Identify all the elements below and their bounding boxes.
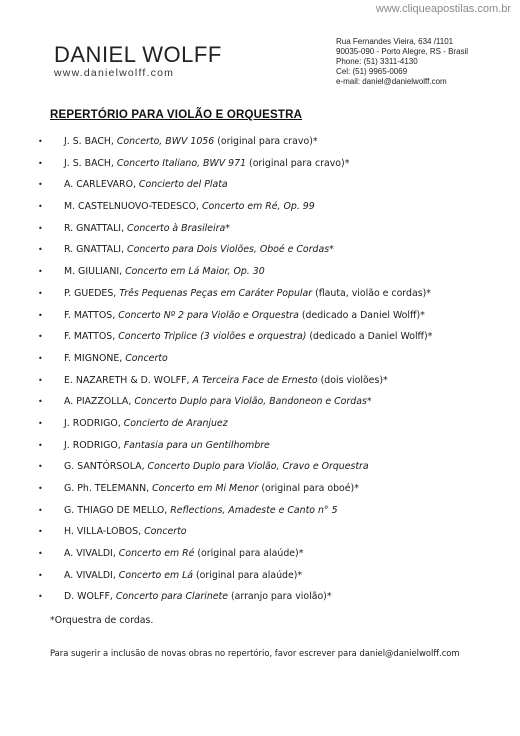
work-title: Concerto à Brasileira bbox=[127, 222, 226, 234]
work-title: Concerto em Lá Maior, Op. 30 bbox=[125, 266, 265, 278]
repertoire-entry: R. GNATTALI, Concerto para Dois Violões, Oboé e Cordas* bbox=[64, 244, 334, 256]
contact-address: Rua Fernandes Vieira, 634 /1101 bbox=[336, 37, 454, 46]
composer-name: J. RODRIGO bbox=[64, 417, 118, 429]
composer-name: G. THIAGO DE MELLO bbox=[64, 504, 165, 516]
bullet-icon: • bbox=[38, 570, 43, 580]
work-title: Concierto del Plata bbox=[138, 179, 228, 191]
composer-name: F. MATTOS bbox=[64, 331, 113, 343]
composer-name: H. VILLA-LOBOS bbox=[64, 526, 139, 538]
repertoire-entry: J. S. BACH, Concerto, BWV 1056 (original para cravo)* bbox=[64, 136, 318, 147]
bullet-icon: • bbox=[38, 158, 43, 168]
composer-name: G. SANTÓRSOLA bbox=[64, 461, 142, 473]
composer-name: E. NAZARETH & D. WOLFF bbox=[64, 374, 187, 386]
composer-name: A. VIVALDI bbox=[64, 569, 113, 581]
work-title: Concerto Duplo para Violão, Cravo e Orquestra bbox=[147, 461, 369, 473]
composer-name: J. S. BACH bbox=[64, 136, 111, 147]
work-note: (original para alaúde)* bbox=[193, 569, 303, 581]
composer-name: P. GUEDES bbox=[64, 287, 114, 299]
composer-name: D. WOLFF bbox=[64, 591, 110, 603]
page-title: REPERTÓRIO PARA VIOLÃO E ORQUESTRA bbox=[50, 109, 303, 121]
bullet-icon: • bbox=[38, 527, 43, 537]
work-note: * bbox=[225, 222, 230, 234]
bullet-icon: • bbox=[38, 310, 43, 320]
work-note: (arranjo para violão)* bbox=[228, 591, 332, 603]
repertoire-entry: M. GIULIANI, Concerto em Lá Maior, Op. 30 bbox=[64, 266, 265, 278]
suggestion-text: Para sugerir a inclusão de novas obras no repertório, favor escrever para daniel@danielwolff.com bbox=[50, 648, 460, 658]
work-title: Concerto bbox=[125, 352, 168, 364]
work-title: Três Pequenas Peças em Caráter Popular bbox=[119, 287, 313, 299]
work-title: Fantasia para un Gentilhombre bbox=[123, 439, 270, 451]
repertoire-entry: A. VIVALDI, Concerto em Lá (original para alaúde)* bbox=[64, 569, 303, 581]
contact-email: e-mail: daniel@danielwolff.com bbox=[336, 77, 447, 86]
work-title: Concerto Triplice (3 violões e orquestra) bbox=[118, 331, 307, 343]
composer-name: M. CASTELNUOVO-TEDESCO bbox=[64, 201, 196, 213]
repertoire-entry: H. VILLA-LOBOS, Concerto bbox=[64, 526, 187, 538]
repertoire-entry: R. GNATTALI, Concerto à Brasileira* bbox=[64, 222, 230, 234]
composer-name: M. GIULIANI bbox=[64, 266, 120, 278]
composer-name: J. RODRIGO bbox=[64, 439, 118, 451]
repertoire-entry: G. SANTÓRSOLA, Concerto Duplo para Violão, Cravo e Orquestra bbox=[64, 461, 369, 473]
repertoire-entry: D. WOLFF, Concerto para Clarinete (arranjo para violão)* bbox=[64, 591, 332, 603]
contact-phone: Phone: (51) 3311-4130 bbox=[336, 57, 418, 66]
work-title: Reflections, Amadeste e Canto n° 5 bbox=[170, 504, 338, 516]
composer-name: A. CARLEVARO bbox=[64, 179, 133, 191]
bullet-icon: • bbox=[38, 137, 43, 146]
work-note: (dedicado a Daniel Wolff)* bbox=[306, 331, 433, 343]
bullet-icon: • bbox=[38, 202, 43, 212]
bullet-icon: • bbox=[38, 245, 43, 255]
composer-name: F. MIGNONE bbox=[64, 352, 120, 364]
watermark-text: www.cliqueapostilas.com.br bbox=[375, 3, 511, 15]
work-title: A Terceira Face de Ernesto bbox=[192, 374, 318, 386]
work-note: (flauta, violão e cordas)* bbox=[312, 287, 431, 299]
repertoire-entry: A. CARLEVARO, Concierto del Plata bbox=[64, 179, 228, 191]
bullet-icon: • bbox=[38, 353, 43, 363]
repertoire-entry: P. GUEDES, Três Pequenas Peças em Caráter Popular (flauta, violão e cordas)* bbox=[64, 287, 431, 299]
composer-name: A. PIAZZOLLA bbox=[64, 396, 129, 408]
work-title: Concerto em Ré bbox=[118, 548, 195, 560]
work-note: (dedicado a Daniel Wolff)* bbox=[298, 309, 425, 321]
repertoire-entry: G. Ph. TELEMANN, Concerto em Mi Menor (original para oboé)* bbox=[64, 483, 359, 494]
bullet-icon: • bbox=[38, 223, 43, 233]
work-title: Concerto bbox=[144, 526, 187, 538]
composer-name: G. Ph. TELEMANN bbox=[64, 483, 147, 494]
bullet-icon: • bbox=[38, 418, 43, 428]
work-title: Concerto Nº 2 para Violão e Orquestra bbox=[118, 309, 299, 321]
logo-name: DANIEL WOLFF bbox=[54, 42, 222, 67]
bullet-icon: • bbox=[38, 397, 43, 407]
footnote: *Orquestra de cordas. bbox=[50, 615, 154, 626]
bullet-icon: • bbox=[38, 484, 43, 493]
repertoire-entry: M. CASTELNUOVO-TEDESCO, Concerto em Ré, Op. 99 bbox=[64, 201, 315, 213]
work-note: (original para cravo)* bbox=[246, 157, 350, 169]
bullet-icon: • bbox=[38, 440, 43, 450]
repertoire-entry: J. RODRIGO, Fantasia para un Gentilhombre bbox=[64, 439, 270, 451]
repertoire-entry: J. RODRIGO, Concierto de Aranjuez bbox=[64, 417, 228, 429]
work-note: * bbox=[366, 396, 372, 408]
work-title: Concerto Italiano, BWV 971 bbox=[116, 157, 247, 169]
bullet-icon: • bbox=[38, 592, 43, 602]
work-title: Concerto, BWV 1056 bbox=[116, 136, 215, 147]
bullet-icon: • bbox=[38, 267, 43, 277]
bullet-icon: • bbox=[38, 180, 43, 190]
repertoire-entry: F. MATTOS, Concerto Nº 2 para Violão e Orquestra (dedicado a Daniel Wolff)* bbox=[64, 309, 425, 321]
composer-name: F. MATTOS bbox=[64, 309, 113, 321]
work-title: Concierto de Aranjuez bbox=[123, 417, 228, 429]
contact-city: 90035-090 - Porto Alegre, RS - Brasil bbox=[336, 47, 469, 56]
repertoire-entry: A. PIAZZOLLA, Concerto Duplo para Violão, Bandoneon e Cordas* bbox=[64, 396, 372, 408]
work-note: (dois violões)* bbox=[317, 374, 388, 386]
composer-name: R. GNATTALI bbox=[64, 222, 122, 234]
contact-block bbox=[336, 37, 468, 87]
logo bbox=[54, 44, 222, 80]
composer-name: J. S. BACH bbox=[64, 157, 111, 169]
repertoire-entry: E. NAZARETH & D. WOLFF, A Terceira Face de Ernesto (dois violões)* bbox=[64, 374, 388, 386]
work-note: (original para oboé)* bbox=[258, 483, 359, 494]
bullet-icon: • bbox=[38, 332, 43, 342]
work-title: Concerto em Ré, Op. 99 bbox=[201, 201, 315, 213]
repertoire-entry: G. THIAGO DE MELLO, Reflections, Amadeste e Canto n° 5 bbox=[64, 504, 338, 516]
composer-name: A. VIVALDI bbox=[64, 548, 113, 560]
bullet-icon: • bbox=[38, 462, 43, 472]
work-note: * bbox=[329, 244, 334, 256]
work-title: Concerto para Dois Violões, Oboé e Cordas bbox=[127, 244, 330, 256]
work-title: Concerto em Lá bbox=[118, 569, 194, 581]
bullet-icon: • bbox=[38, 549, 43, 559]
contact-cel: Cel: (51) 9965-0069 bbox=[336, 67, 408, 76]
composer-name: R. GNATTALI bbox=[64, 244, 122, 256]
work-note: (original para cravo)* bbox=[214, 136, 318, 147]
work-note: (original para alaúde)* bbox=[194, 548, 304, 560]
work-title: Concerto Duplo para Violão, Bandoneon e Cordas bbox=[134, 396, 367, 408]
repertoire-entry: A. VIVALDI, Concerto em Ré (original para alaúde)* bbox=[64, 548, 304, 560]
work-title: Concerto para Clarinete bbox=[115, 591, 228, 603]
repertoire-entry: J. S. BACH, Concerto Italiano, BWV 971 (original para cravo)* bbox=[64, 157, 350, 169]
bullet-icon: • bbox=[38, 505, 43, 515]
repertoire-entry: F. MIGNONE, Concerto bbox=[64, 352, 168, 364]
logo-url: www.danielwolff.com bbox=[54, 67, 175, 79]
repertoire-entry: F. MATTOS, Concerto Triplice (3 violões e orquestra) (dedicado a Daniel Wolff)* bbox=[64, 331, 433, 343]
bullet-icon: • bbox=[38, 288, 43, 298]
bullet-icon: • bbox=[38, 375, 43, 385]
work-title: Concerto em Mi Menor bbox=[152, 483, 259, 494]
